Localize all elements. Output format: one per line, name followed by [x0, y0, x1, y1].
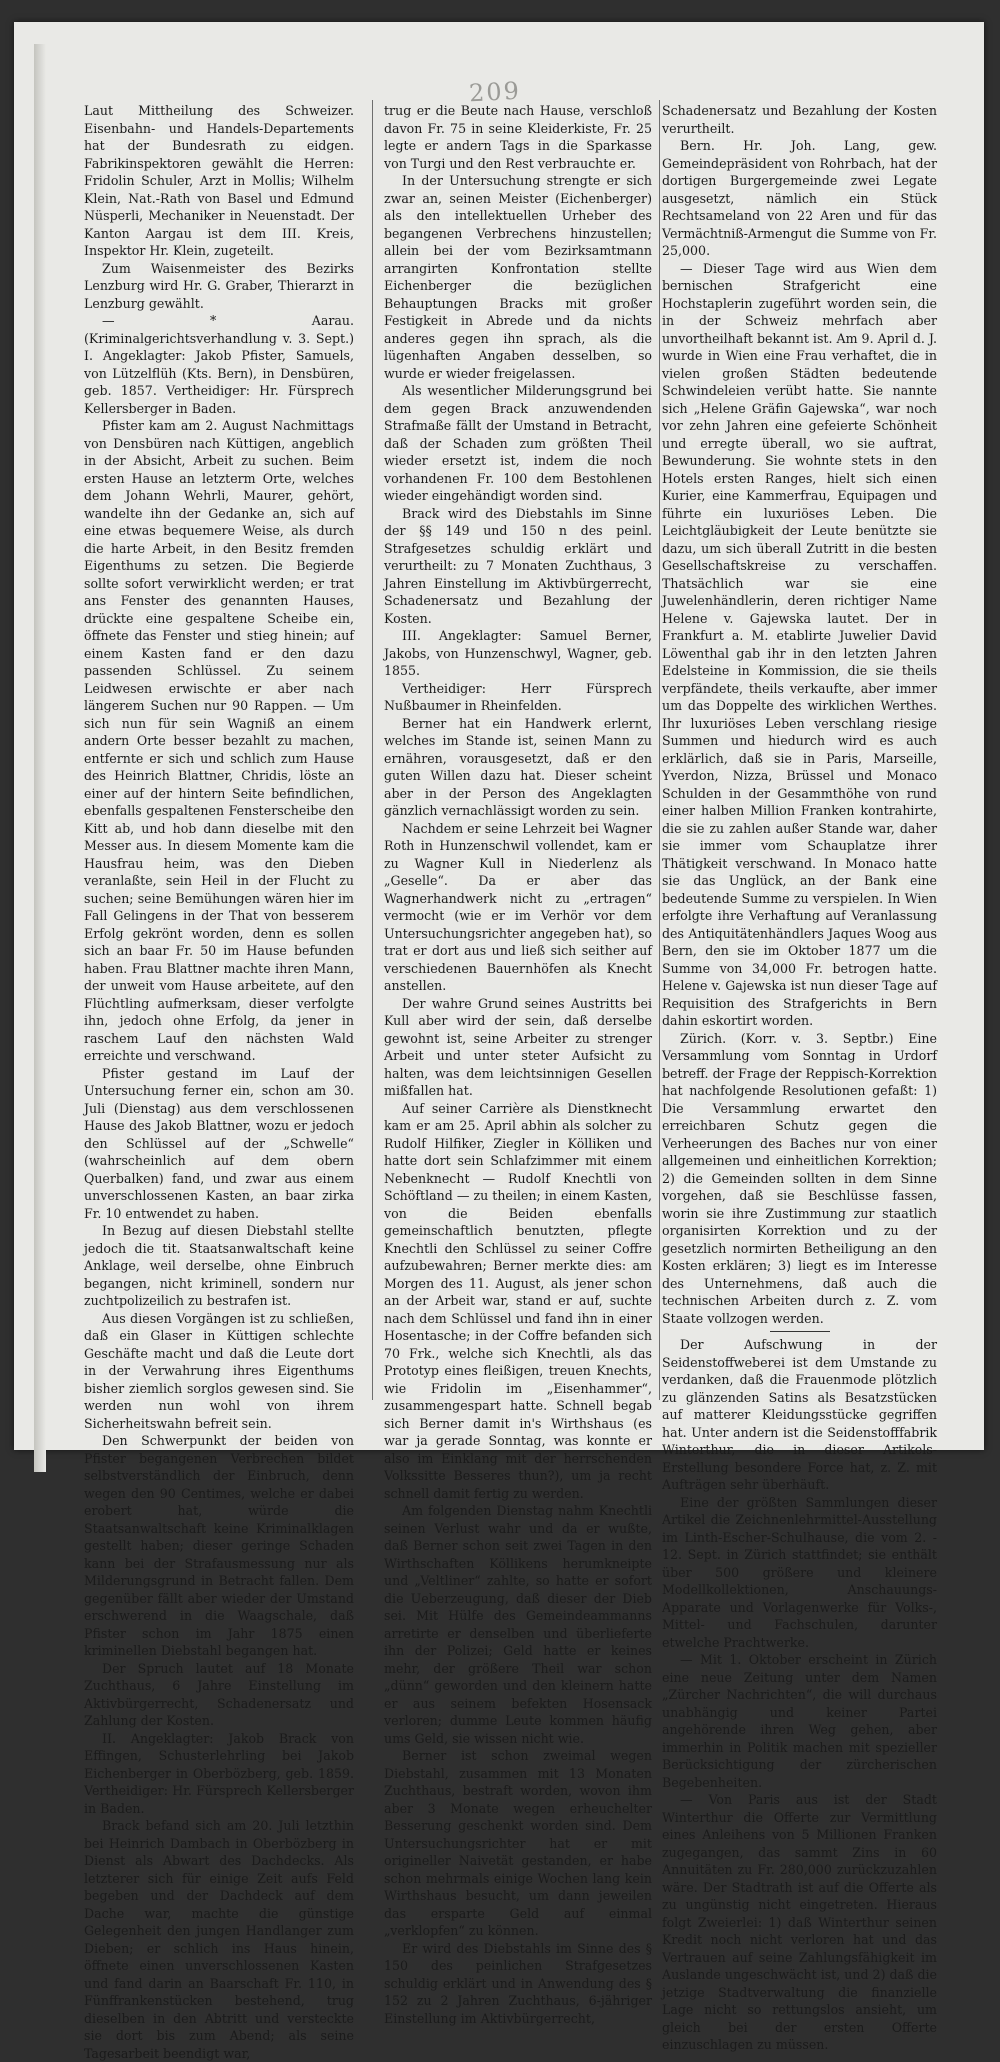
article-paragraph: Pfister kam am 2. August Nachmittags von Densbüren nach Küttigen, angeblich in der Absicht, Arbeit zu suchen. Beim ersten Hause an letzterm Orte, welches dem Johann Wehrli, Maurer, gehört, wandelte ihn der Gedanke an, sich auf eine etwas bequemere Weise, als durch die harte Arbeit, in den Besitz fremden Eigenthums zu setzen. Die Begierde sollte sofort verwirklicht werden; er trat ans Fenster des genannten Hauses, drückte eine gespaltene Scheibe ein, öffnete das Fenster und stieg hinein; auf einem Kasten fand er den dazu passenden Schlüssel. Zu seinem Leidwesen erwischte er aber nach längerem Suchen nur 90 Rappen. — Um sich nun für sein Wagniß an einem andern Orte besser bezahlt zu machen, entfernte er sich und schlich zum Hause des Heinrich Blattner, Chridis, löste an einer auf der hintern Seite befindlichen, ebenfalls gespaltenen Fensterscheibe den Kitt ab, und hob dann dieselbe mit den Messer aus. In diesem Momente kam die Hausfrau heim, was den Dieben veranlaßte, sein Heil in der Flucht zu suchen; seine Bemühungen wären hier im Fall Gelingens in der That von besserem Erfolg gekrönt worden, denn es sollen sich an baar Fr. 50 im Hause befunden haben. Frau Blattner machte ihren Mann, der unweit vom Hause arbeitete, auf den Flüchtling aufmerksam, dieser verfolgte ihn, jedoch ohne Erfolg, da jener in raschem Lauf den nächsten Wald erreichte und verschwand. [84, 418, 354, 1063]
article-paragraph: Eine der größten Sammlungen dieser Artikel die Zeichnenlehrmittel-Ausstellung im Linth-Escher-Schulhause, die vom 2. - 12. Sept. in Zürich stattfindet; sie enthält über 500 größere und kleinere Modellkollektionen, Anschauungs-Apparate und Vorlagenwerke für Volks-, Mittel- und Fachschulen, darunter etwelche Prachtwerke. [662, 1494, 937, 1650]
text-column-right [662, 102, 938, 2052]
article-paragraph: — Von Paris aus ist der Stadt Winterthur die Offerte zur Vermittlung eines Anleihens von 5 Millionen Franken zugegangen, das sammt Zins in 60 Annuitäten zu Fr. 280,000 zurückzuzahlen wäre. Der Stadtrath ist auf die Offerte als zu ungünstig nicht eingetreten. Hieraus folgt Zweierlei: 1) daß Winterthur seinen Kredit noch nicht verloren hat und das Vertrauen auf seine Zahlungsfähigkeit im Auslande ungeschwächt ist, und 2) daß die jetzige Stadtverwaltung die finanzielle Lage nicht so rettungslos ansieht, um gleich bei der ersten Offerte einzuschlagen zu müssen. [662, 1792, 938, 2052]
article-paragraph: Brack wird des Diebstahls im Sinne der §§ 149 und 150 n des peinl. Strafgesetzes schuldig erklärt und verurtheilt: zu 7 Monaten Zuchthaus, 3 Jahren Einstellung im Aktivbürgerrecht, Schadenersatz und Bezahlung der Kosten. [384, 505, 652, 626]
article-paragraph: Zum Waisenmeister des Bezirks Lenzburg wird Hr. G. Graber, Thierarzt in Lenzburg gewählt. [84, 260, 354, 311]
article-paragraph: Brack befand sich am 20. Juli letzthin bei Heinrich Dambach in Oberbözberg in Dienst als Abwart des Dachdecks. Als letzterer sich für einige Zeit aufs Feld begeben und der Dachdeck auf dem Dache war, machte die günstige Gelegenheit den jungen Handlanger zum Dieben; er schlich ins Haus hinein, öffnete einen unverschlossenen Kasten und fand darin an Baarschaft Fr. 110, in Fünffrankenstücken bestehend, trug dieselben in den Abtritt und versteckte sie dort bis zum Abend; als seine Tagesarbeit beendigt war, [84, 1818, 354, 2061]
newspaper-page [14, 22, 984, 2061]
article-paragraph: III. Angeklagter: Samuel Berner, Jakobs, von Hunzenschwyl, Wagner, geb. 1855. [384, 628, 652, 678]
section-separator [770, 1331, 830, 1332]
text-column-left [84, 102, 354, 2061]
article-paragraph: Laut Mittheilung des Schweizer. Eisenbahn- und Handels-Departements hat der Bundesrath zu eidgen. Fabrikinspektoren gewählt die Herren: Fridolin Schuler, Arzt in Mollis; Wilhelm Klein, Nat.-Rath von Basel und Edmund Nüsperli, Mechaniker in Neuenstadt. Der Kanton Aargau ist dem III. Kreis, Inspektor Hr. Klein, zugeteilt. [84, 103, 354, 258]
article-paragraph: Den Schwerpunkt der beiden von Pfister begangenen Verbrechen bildet selbstverständlich der Einbruch, denn wegen den 90 Centimes, welche er dabei erobert hat, würde die Staatsanwaltschaft keine Kriminalklagen gestellt haben; dieser geringe Schaden kann bei der Strafausmessung nur als Milderungsgrund in Betracht fallen. Dem gegenüber fällt aber wieder der Umstand erschwerend in die Waagschale, daß Pfister schon im Jahr 1875 einen kriminellen Diebstahl begangen hat. [84, 1433, 354, 1658]
article-paragraph: trug er die Beute nach Hause, verschloß davon Fr. 75 in seine Kleiderkiste, Fr. 25 legte er andern Tags in die Sparkasse von Turgi und den Rest verbrauchte er. [384, 103, 652, 171]
article-paragraph: Er wird des Diebstahls im Sinne des § 150 des peinlichen Strafgesetzes schuldig erklärt und in Anwendung des § 152 zu 2 Jahren Zuchthaus, 6-jähriger Einstellung im Aktivbürgerrecht, [384, 1940, 652, 2026]
article-paragraph: Nachdem er seine Lehrzeit bei Wagner Roth in Hunzenschwil vollendet, kam er zu Wagner Kull in Niederlenz als „Geselle“. Da er aber das Wagnerhandwerk nicht zu „ertragen“ vermocht (wie er im Verhör vor dem Untersuchungsrichter angegeben hat), so trat er dort aus und ließ sich seither auf verschiedenen Bauernhöfen als Knecht anstellen. [384, 820, 652, 993]
article-paragraph: Auf seiner Carrière als Dienstknecht kam er am 25. April abhin als solcher zu Rudolf Hilfiker, Ziegler in Kölliken und hatte dort sein Schlafzimmer mit einem Nebenknecht — Rudolf Knechtli von Schöftland — zu theilen; in einem Kasten, von die Beiden ebenfalls gemeinschaftlich benutzten, pflegte Knechtli den Schlüssel zu seiner Coffre aufzubewahren; Berner merkte dies: am Morgen des 11. August, als jener schon an der Arbeit war, stand er auf, suchte nach dem Schlüssel und fand ihn in einer Hosentasche; in der Coffre befanden sich 70 Frk., welche sich Knechtli, als das Prototyp eines fleißigen, treuen Knechts, wie Fridolin im „Eisenhammer“, zusammengespart hatte. Schnell begab sich Berner damit in's Wirthshaus (es war ja gerade Sonntag, was konnte er also im Einklang mit der herrschenden Volkssitte Besseres thun?), um ja recht schnell damit fertig zu werden. [384, 1100, 652, 1501]
article-paragraph: Bern. Hr. Joh. Lang, gew. Gemeindepräsident von Rohrbach, hat der dortigen Burgergemeinde zwei Legate ausgesetzt, nämlich ein Stück Rechtsameland von 22 Aren und für das Vermächtniß-Armengut die Summe von Fr. 25,000. [662, 138, 937, 258]
column-divider-1 [372, 100, 373, 1400]
article-paragraph: — Mit 1. Oktober erscheint in Zürich eine neue Zeitung unter dem Namen „Zürcher Nachrichten“, die will durchaus unabhängig und keiner Partei angehörende ihren Weg gehen, aber immerhin in Politik machen mit spezieller Berücksichtigung der zürcherischen Begebenheiten. [662, 1652, 937, 1790]
text-column-middle [384, 102, 652, 2026]
article-paragraph: Vertheidiger: Herr Fürsprech Nußbaumer in Rheinfelden. [384, 680, 652, 713]
article-paragraph: Der Spruch lautet auf 18 Monate Zuchthaus, 6 Jahre Einstellung im Aktivbürgerrecht, Schadenersatz und Zahlung der Kosten. [84, 1660, 354, 1728]
article-paragraph: — Dieser Tage wird aus Wien dem bernischen Strafgericht eine Hochstaplerin zugeführt worden sein, die in der Schweiz mehrfach aber unvortheilhaft bekannt ist. Am 9. April d. J. wurde in Wien eine Frau verhaftet, die in vielen großen Städten bedeutende Schwindeleien verübt hatte. Sie nannte sich „Helene Gräfin Gajewska“, war noch vor zehn Jahren eine gefeierte Schönheit und erregte überall, wo sie auftrat, Bewunderung. Sie wohnte stets in den Hotels ersten Ranges, hielt sich einen Kurier, eine Kammerfrau, Equipagen und führte ein luxuriöses Leben. Die Leichtgläubigkeit der Leute benützte sie dazu, um sich überall Zutritt in die besten Gesellschaftskreise zu verschaffen. Thatsächlich war sie eine Juwelenhändlerin, deren richtiger Name Helene v. Gajewska lautet. Der in Frankfurt a. M. etablirte Juwelier David Löwenthal gab ihr in den letzten Jahren Edelsteine in Kommission, die sie theils verpfändete, theils verkaufte, aber immer um das Doppelte des wirklichen Werthes. Ihr luxuriöses Leben verschlang riesige Summen und hiedurch wird es auch erklärlich, daß sie in Paris, Marseille, Yverdon, Nizza, Brüssel und Monaco Schulden in der Gesammthöhe von rund einer halben Million Franken kontrahirte, die sie zu zahlen außer Stande war, daher sie immer vom Schauplatze ihrer Thätigkeit verschwand. In Monaco hatte sie das Unglück, an der Bank eine bedeutende Summe zu verspielen. In Wien erfolgte ihre Verhaftung auf Veranlassung des Antiquitätenhändlers Jaques Woog aus Bern, den sie im Oktober 1877 um die Summe von 34,000 Fr. betrogen hatte. Helene v. Gajewska ist nun dieser Tage auf Requisition des Strafgerichts in Bern dahin eskortirt worden. [662, 260, 937, 1028]
column-divider-2 [659, 100, 660, 1400]
article-paragraph: Als wesentlicher Milderungsgrund bei dem gegen Brack anzuwendenden Strafmaße fällt der Umstand in Betracht, daß der Schaden zum größten Theil wieder ersetzt ist, indem die noch vorhandenen Fr. 100 dem Bestohlenen wieder eingehändigt worden sind. [384, 383, 652, 503]
article-paragraph: II. Angeklagter: Jakob Brack von Effingen, Schusterlehrling bei Jakob Eichenberger in Oberbözberg, geb. 1859. Vertheidiger: Hr. Fürsprech Kellersberger in Baden. [84, 1730, 354, 1816]
article-paragraph: Berner ist schon zweimal wegen Diebstahl, zusammen mit 13 Monaten Zuchthaus, bestraft worden, wovon ihm aber 3 Monate wegen erheuchelter Besserung geschenkt worden sind. Dem Untersuchungsrichter hat er mit origineller Naivetät gestanden, er habe schon mehrmals einige Wochen lang kein Wirthshaus besucht, um dann jeweilen das ersparte Geld auf einmal „verklopfen“ zu können. [384, 1748, 652, 1938]
article-paragraph: Pfister gestand im Lauf der Untersuchung ferner ein, schon am 30. Juli (Dienstag) aus dem verschlossenen Hause des Jakob Blattner, wozu er jedoch den Schlüssel auf der „Schwelle“ (wahrscheinlich auf dem obern Querbalken) fand, und zwar aus einem unverschlossenen Kasten, an baar zirka Fr. 10 entwendet zu haben. [84, 1065, 354, 1221]
article-paragraph: Aus diesen Vorgängen ist zu schließen, daß ein Glaser in Küttigen schlechte Geschäfte macht und daß die Leute dort in der Verwahrung ihres Eigenthums bisher ziemlich sorglos gewesen sind. Sie werden nun wohl von ihrem Sicherheitswahn befreit sein. [84, 1310, 354, 1431]
article-paragraph: In der Untersuchung strengte er sich zwar an, seinen Meister (Eichenberger) als den intellektuellen Urheber des begangenen Verbrechens hinzustellen; allein bei der vom Bezirksamtmann arrangirten Konfrontation stellte Eichenberger die bezüglichen Behauptungen Bracks mit großer Festigkeit in Abrede und da nichts anderes gegen ihn sprach, als die lügenhaften Angaben desselben, so wurde er wieder freigelassen. [384, 173, 652, 381]
page-number: 209 [468, 76, 522, 108]
article-paragraph: Der wahre Grund seines Austritts bei Kull aber wird der sein, daß derselbe gewohnt ist, seine Arbeiter zu strenger Arbeit und unter steter Aufsicht zu halten, was dem leichtsinnigen Gesellen mißfallen hat. [384, 995, 652, 1098]
article-paragraph: Berner hat ein Handwerk erlernt, welches im Stande ist, seinen Mann zu ernähren, vorausgesetzt, daß er den guten Willen dazu hat. Dieser scheint aber in der Person des Angeklagten gänzlich vernachlässigt worden zu sein. [384, 715, 652, 818]
article-paragraph: In Bezug auf diesen Diebstahl stellte jedoch die tit. Staatsanwaltschaft keine Anklage, weil derselbe, ohne Einbruch begangen, nicht kriminell, sondern nur zuchtpolizeilich zu bestrafen ist. [84, 1223, 354, 1308]
article-paragraph: Zürich. (Korr. v. 3. Septbr.) Eine Versammlung vom Sonntag in Urdorf betreff. der Frage der Reppisch-Korrektion hat nachfolgende Resolutionen gefaßt: 1) Die Versammlung erwartet den erreichbaren Schutz gegen die Verheerungen des Baches nur von einer allgemeinen und einheitlichen Korrektion; 2) die Gemeinden sollten in dem Sinne vorgehen, daß sie Beschlüsse fassen, worin sie ihre Zustimmung zur staatlich organisirten Korrektion und zu der gesetzlich normirten Betheiligung an den Kosten erklären; 3) liegt es im Interesse des Unternehmens, daß auch die technischen Arbeiten durch z. Z. vom Staate vollzogen werden. [662, 1030, 937, 1326]
article-paragraph: Schadenersatz und Bezahlung der Kosten verurtheilt. [662, 103, 937, 136]
article-paragraph: Am folgenden Dienstag nahm Knechtli seinen Verlust wahr und da er wußte, daß Berner schon seit zwei Tagen in den Wirthschaften Köllikens herumkneipte und „Veltliner“ zahlte, so hatte er sofort die Ueberzeugung, daß dieser der Dieb sei. Mit Hülfe des Gemeindeammanns arretirte er denselben und überlieferte ihn der Polizei; Geld hatte er keines mehr, der größere Theil war schon „dünn“ geworden und den kleinern hatte er aus seinem befekten Hosensack verloren; dumme Leute kommen häufig ums Geld, sie wissen nicht wie. [384, 1503, 652, 1746]
article-paragraph: — * Aarau. (Kriminalgerichtsverhandlung v. 3. Sept.) I. Angeklagter: Jakob Pfister, Samuels, von Lützelflüh (Kts. Bern), in Densbüren, geb. 1857. Vertheidiger: Hr. Fürsprech Kellersberger in Baden. [84, 313, 354, 416]
page-edge-shadow [34, 44, 46, 1472]
article-paragraph: Der Aufschwung in der Seidenstoffweberei ist dem Umstande zu verdanken, daß die Frauenmode plötzlich zu glänzenden Satins als Besatzstücken auf matterer Kleidungsstücke gegriffen hat. Unter andern ist die Seidenstofffabrik Winterthur, die in dieser Artikels-Erstellung besondere Force hat, z. Z. mit Aufträgen sehr überhäuft. [662, 1337, 937, 1492]
